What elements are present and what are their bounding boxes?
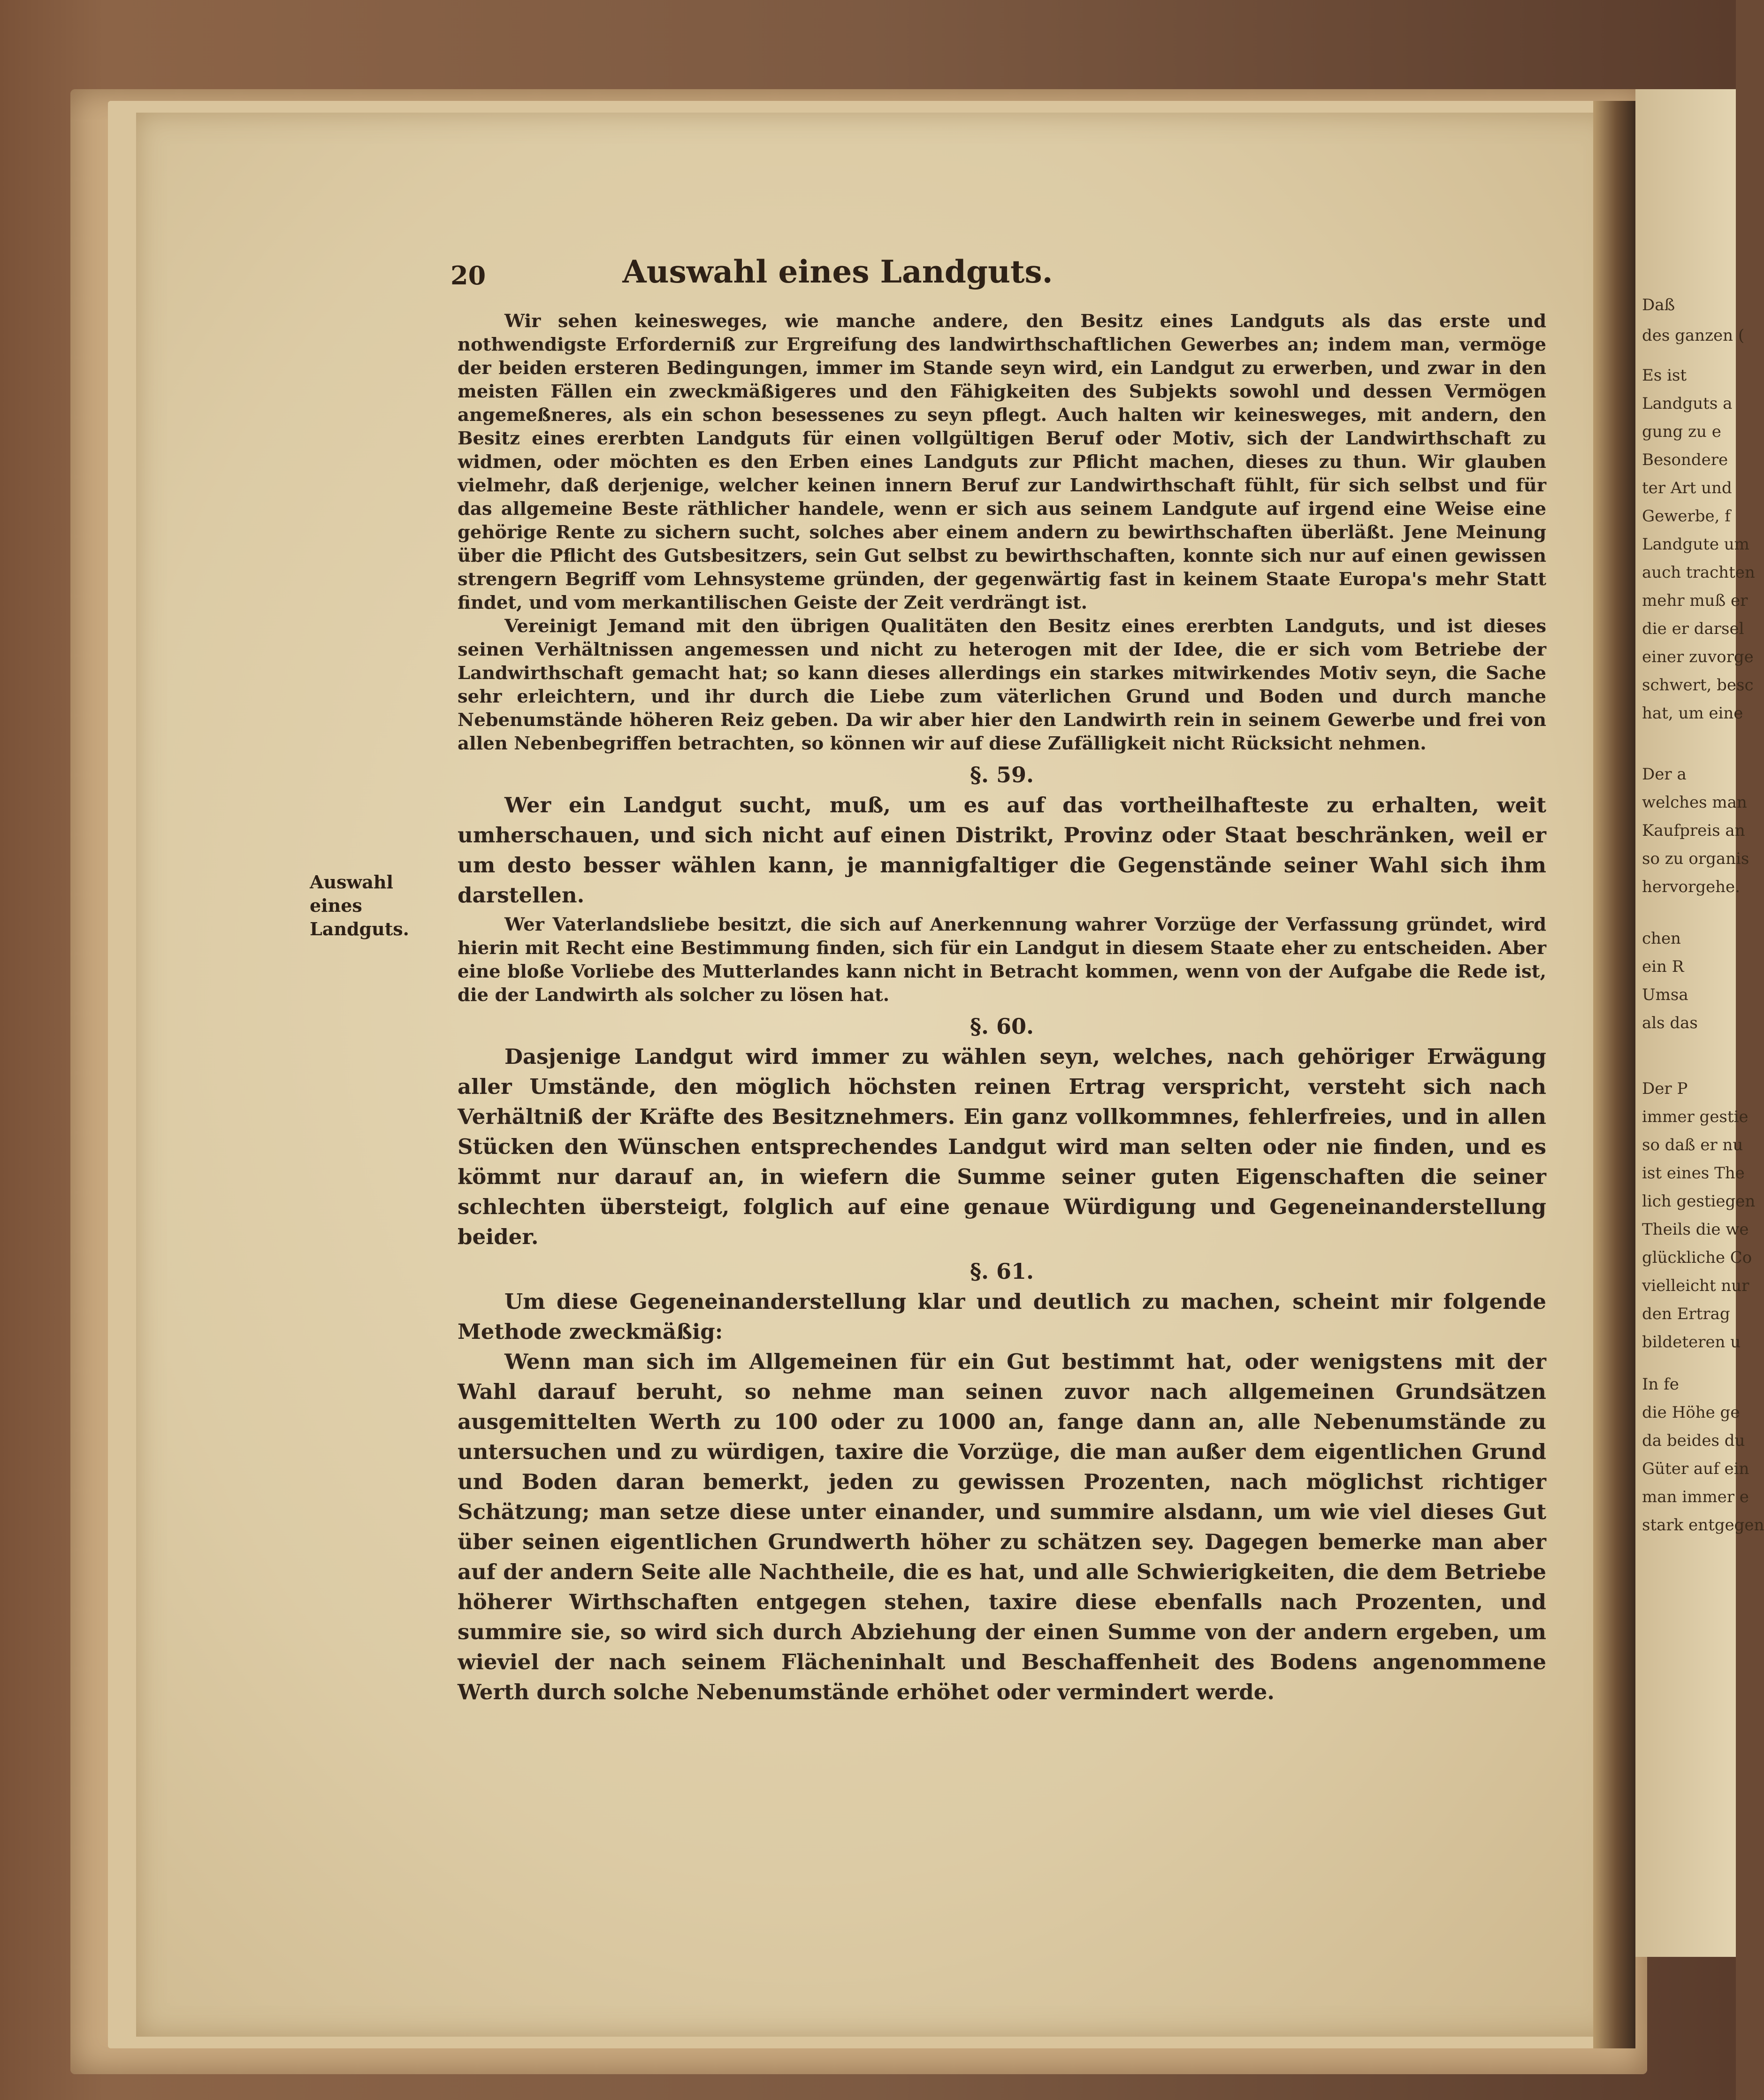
fragment: Der a <box>1642 765 1687 784</box>
fragment: ter Art und <box>1642 479 1732 497</box>
section-heading: §. 60. <box>970 1014 1034 1039</box>
paragraph: Um diese Gegeneinanderstellung klar und deutlich zu machen, scheint mir folgende Methode zweckmäßig: <box>458 1289 1546 1344</box>
fragment: ein R <box>1642 957 1684 976</box>
fragment: so zu organis <box>1642 849 1749 868</box>
paragraph: Vereinigt Jemand mit den übrigen Qualitäten den Besitz eines ererbten Landguts, und ist dieses seinen Verhältnissen angemessen und nicht zu heterogen mit der Idee, die er sich vom Betriebe der Landwirthschaft gemacht hat; so kann dieses allerdings ein starkes mitwirkendes Motiv seyn, die Sache sehr erleichtern, und ihr durch die Liebe zum väterlichen Grund und Boden und durch manche Nebenumstände höheren Reiz geben. Da wir aber hier den Landwirth rein in seinem Gewerbe und frei von allen Nebenbegriffen betrachten, so können wir auf diese Zufälligkeit nicht Rücksicht nehmen. <box>458 616 1546 754</box>
fragment: einer zuvorge <box>1642 648 1754 666</box>
note-paragraph: Wer Vaterlandsliebe besitzt, die sich auf Anerkennung wahrer Vorzüge der Verfassung gründet, wird hierin mit Recht eine Bestimmung finden, sich für ein Landgut in diesem Staate eher zu entscheiden. Aber eine bloße Vorliebe des Mutterlandes kann nicht in Betracht kommen, wenn von der Aufgabe die Rede ist, die der Landwirth als solcher zu lösen hat. <box>458 914 1546 1006</box>
section-heading: §. 61. <box>970 1259 1034 1284</box>
fragment: glückliche Co <box>1642 1248 1752 1267</box>
fragment: stark entgegen <box>1642 1516 1764 1535</box>
margin-note <box>310 871 451 941</box>
fragment: man immer e <box>1642 1488 1749 1506</box>
fragment: immer gestie <box>1642 1107 1749 1126</box>
fragment: Besondere <box>1642 451 1728 469</box>
paragraph: Wir sehen keinesweges, wie manche andere, den Besitz eines Landguts als das erste und nothwendigste Erforderniß zur Ergreifung des landwirthschaftlichen Gewerbes an; indem man, vermöge der beiden ersteren Bedingungen, immer im Stande seyn wird, ein Landgut zu erwerben, und zwar in den meisten Fällen ein zweckmäßigeres und den Fähigkeiten des Subjekts sowohl und dessen Vermögen angemeßneres, als ein schon besessenes zu seyn pflegt. Auch halten wir keinesweges, mit andern, den Besitz eines ererbten Landguts für einen vollgültigen Beruf oder Motiv, sich der Landwirthschaft zu widmen, oder möchten es den Erben eines Landguts zur Pflicht machen, dieses zu thun. Wir glauben vielmehr, daß derjenige, welcher keinen innern Beruf zur Landwirthschaft fühlt, für sich selbst und für das allgemeine Beste räthlicher handele, wenn er sich aus seinem Landgute auf irgend eine Weise eine gehörige Rente zu sichern sucht, solches aber einem andern zu bewirthschaften überläßt. Jene Meinung über die Pflicht des Gutsbesitzers, sein Gut selbst zu bewirthschaften, konnte sich nur auf einen gewissen strengern Begriff vom Lehnsysteme gründen, der gegenwärtig fast in keinem Staate Europa's mehr Statt findet, und vom merkantilischen Geiste der Zeit verdrängt ist. <box>458 311 1546 613</box>
next-page-edge <box>1635 89 1764 1957</box>
fragment: als das <box>1642 1014 1698 1032</box>
fragment: chen <box>1642 929 1681 948</box>
fragment: ist eines The <box>1642 1164 1745 1183</box>
fragment: Kaufpreis an <box>1642 821 1745 840</box>
fragment: Theils die we <box>1642 1220 1749 1239</box>
fragment: In fe <box>1642 1375 1679 1394</box>
fragment: Es ist <box>1642 366 1687 385</box>
section-heading: §. 59. <box>970 762 1034 787</box>
fragment: Umsa <box>1642 985 1688 1004</box>
fragment: hervorgehe. <box>1642 878 1740 896</box>
fragment: vielleicht nur <box>1642 1276 1749 1295</box>
fragment: schwert, besc <box>1642 676 1754 695</box>
fragment: Güter auf ein <box>1642 1459 1749 1478</box>
margin-note-line: Auswahl eines <box>310 871 393 916</box>
paragraph: Wer ein Landgut sucht, muß, um es auf das vortheilhafteste zu erhalten, weit umherschauen, und sich nicht auf einen Distrikt, Provinz oder Staat beschränken, weil er um desto besser wählen kann, je mannigfaltiger die Gegenstände seiner Wahl sich ihm darstellen. <box>458 793 1546 908</box>
fragment: Landgute um <box>1642 535 1749 554</box>
fragment: Daß <box>1642 296 1675 314</box>
fragment: hat, um eine <box>1642 704 1743 723</box>
fragment: des ganzen ( <box>1642 326 1745 345</box>
paragraph: Wenn man sich im Allgemeinen für ein Gut bestimmt hat, oder wenigstens mit der Wahl darauf beruht, so nehme man seinen zuvor nach allgemeinen Grundsätzen ausgemittelten Werth zu 100 oder zu 1000 an, fange dann an, alle Nebenumstände zu untersuchen und zu würdigen, taxire die Vorzüge, die man außer dem eigentlichen Grund und Boden daran bemerkt, jeden zu gewissen Prozenten, nach möglichst richtiger Schätzung; man setze diese unter einander, und summire alsdann, um wie viel dieses Gut über seinen eigentlichen Grundwerth höher zu schätzen sey. Dagegen bemerke man aber auf der andern Seite alle Nachtheile, die es hat, und alle Schwierigkeiten, die dem Betriebe höherer Wirthschaften entgegen stehen, taxire diese ebenfalls nach Prozenten, und summire sie, so wird sich durch Abziehung der einen Summe von der andern ergeben, um wieviel der nach seinem Flächeninhalt und Beschaffenheit des Bodens angenommene Werth durch solche Nebenumstände erhöhet oder vermindert werde. <box>458 1349 1546 1704</box>
fragment: so daß er nu <box>1642 1136 1743 1154</box>
paragraph: Dasjenige Landgut wird immer zu wählen seyn, welches, nach gehöriger Erwägung aller Umstände, den möglich höchsten reinen Ertrag verspricht, versteht sich nach Verhältniß der Kräfte des Besitznehmers. Ein ganz vollkommnes, fehlerfreies, und in allen Stücken den Wünschen entsprechendes Landgut wird man selten oder nie finden, und es kömmt nur darauf an, in wiefern die Summe seiner guten Eigenschaften die seiner schlechten übersteigt, folglich auf eine genaue Würdigung und Gegeneinanderstellung beider. <box>458 1044 1546 1249</box>
fragment: da beides du <box>1642 1431 1745 1450</box>
fragment: welches man <box>1642 793 1747 812</box>
fragment: die er darsel <box>1642 619 1744 638</box>
page-number: 20 <box>451 260 486 290</box>
fragment: auch trachten <box>1642 563 1755 582</box>
fragment: Der P <box>1642 1079 1688 1098</box>
fragment: Gewerbe, f <box>1642 507 1731 526</box>
fragment: die Höhe ge <box>1642 1403 1740 1422</box>
fragment: mehr muß er <box>1642 591 1748 610</box>
fragment: gung zu e <box>1642 422 1721 441</box>
running-title: Auswahl eines Landguts. <box>622 253 1053 290</box>
book-gutter <box>1593 101 1635 2048</box>
fragment: Landguts a <box>1642 394 1733 413</box>
margin-note-line: Landguts. <box>310 918 409 939</box>
text-column <box>458 310 1546 1707</box>
fragment: bildeteren u <box>1642 1333 1741 1352</box>
fragment: den Ertrag <box>1642 1305 1730 1323</box>
fragment: lich gestiegen <box>1642 1192 1756 1211</box>
